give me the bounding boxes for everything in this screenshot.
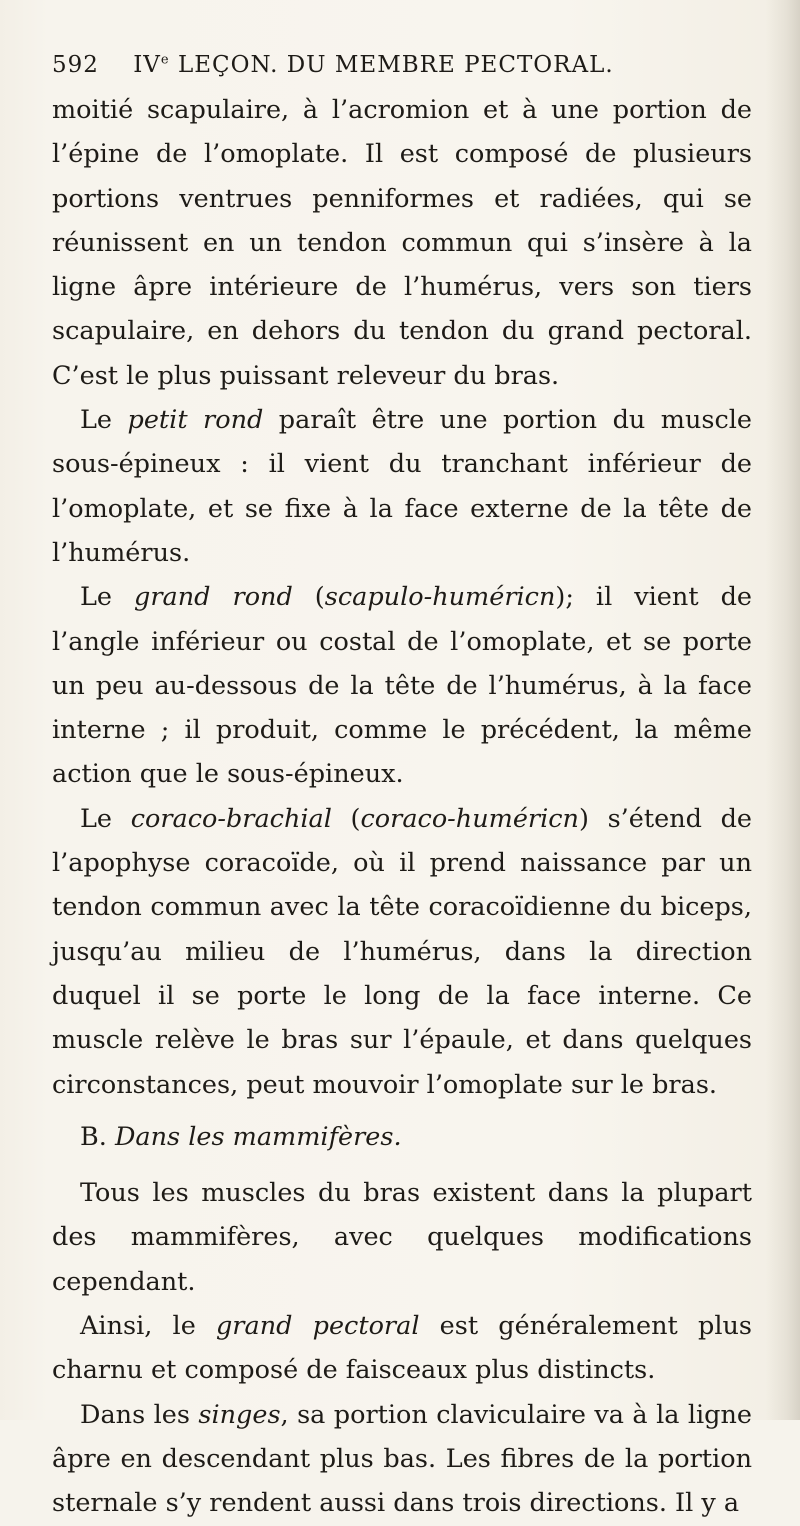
term-petit-rond: petit rond	[127, 405, 264, 436]
paragraph-petit-rond: Le petit rond paraît être une portion du muscle sous-épineux : il vient du tranchant inférieur de l’omoplate, et se fixe à la face externe de la tête de l’humérus.	[52, 405, 752, 568]
lecon-word: LEÇON.	[177, 52, 279, 78]
term-grand-rond: grand rond	[134, 582, 293, 613]
lecon-number: IVe	[133, 52, 170, 78]
subheading-title: Dans les mammifères.	[114, 1121, 402, 1152]
paragraph-mammiferes: Tous les muscles du bras existent dans la plupart des mammifères, avec quelques modifications cependant.	[52, 1178, 752, 1297]
running-header	[52, 52, 752, 88]
paragraph-deltoid-continued: moitié scapulaire, à l’acromion et à une portion de l’épine de l’omoplate. Il est composé de plusieurs portions ventrues penniformes et radiées, qui se réunissent en un tendon commun qui s’insère à la ligne âpre intérieure de l’humérus, vers son tiers scapulaire, en dehors du tendon du grand pectoral. C’est le plus puissant releveur du bras.	[52, 95, 752, 391]
synonym-coraco-humerien: coraco-huméricn	[360, 803, 579, 834]
paragraph-grand-rond: Le grand rond (scapulo-huméricn); il vient de l’angle inférieur ou costal de l’omoplate, et se porte un peu au-dessous de la tête de l’humérus, à la face interne ; il produit, comme le précédent, la même action que le sous-épineux.	[52, 582, 752, 790]
body-text	[52, 88, 752, 1526]
synonym-scapulo-humerien: scapulo-huméricn	[324, 582, 556, 613]
section-title: DU MEMBRE PECTORAL.	[286, 52, 614, 78]
paragraph-coraco-brachial: Le coraco-brachial (coraco-huméricn) s’étend de l’apophyse coracoïde, où il prend naissance par un tendon commun avec la tête coracoïdienne du biceps, jusqu’au milieu de l’humérus, dans la direction duquel il se porte le long de la face interne. Ce muscle relève le bras sur l’épaule, et dans quelques circonstances, peut mouvoir l’omoplate sur le bras.	[52, 803, 753, 1100]
page-number: 592	[52, 52, 99, 78]
section-subheading: B. Dans les mammifères.	[80, 1121, 402, 1152]
term-singes: singes	[198, 1399, 281, 1430]
paragraph-singes: Dans les singes, sa portion claviculaire va à la ligne âpre en descendant plus bas. Les fibres de la portion sternale s’y rendent aussi dans trois directions. Il y a	[52, 1399, 753, 1519]
term-coraco-brachial: coraco-brachial	[130, 803, 332, 834]
term-grand-pectoral: grand pectoral	[215, 1311, 420, 1342]
paragraph-grand-pectoral: Ainsi, le grand pectoral est généralement plus charnu et composé de faisceaux plus distincts.	[52, 1311, 752, 1386]
page-edge-shadow	[766, 0, 800, 1420]
